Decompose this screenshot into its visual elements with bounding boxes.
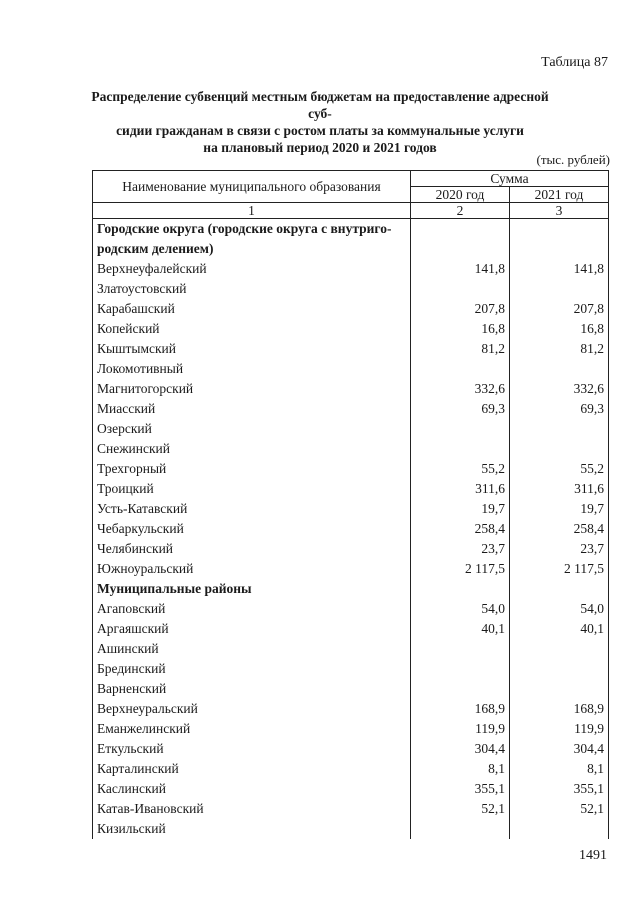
value-2021: 168,9 <box>510 699 609 719</box>
section-row <box>93 239 609 259</box>
header-year-2020: 2020 год <box>411 187 510 203</box>
value-2021: 119,9 <box>510 719 609 739</box>
value-2020 <box>411 579 510 599</box>
subvention-table <box>92 170 609 839</box>
table-row <box>93 499 609 519</box>
units-label: (тыс. рублей) <box>536 152 610 167</box>
table-row <box>93 679 609 699</box>
table-row <box>93 559 609 579</box>
table-row <box>93 319 609 339</box>
table-row <box>93 259 609 279</box>
municipality-name: Усть-Катавский <box>93 499 411 519</box>
value-2020: 355,1 <box>411 779 510 799</box>
value-2021: 304,4 <box>510 739 609 759</box>
value-2020: 168,9 <box>411 699 510 719</box>
value-2021 <box>510 579 609 599</box>
table-row <box>93 339 609 359</box>
value-2021: 2 117,5 <box>510 559 609 579</box>
table-body <box>93 219 609 840</box>
table-row <box>93 459 609 479</box>
value-2020 <box>411 659 510 679</box>
table-row <box>93 359 609 379</box>
value-2020: 52,1 <box>411 799 510 819</box>
value-2020: 2 117,5 <box>411 559 510 579</box>
value-2020 <box>411 359 510 379</box>
value-2021: 355,1 <box>510 779 609 799</box>
table-row <box>93 639 609 659</box>
municipality-name: Миасский <box>93 399 411 419</box>
table-row <box>93 379 609 399</box>
value-2021: 8,1 <box>510 759 609 779</box>
table-row <box>93 599 609 619</box>
municipality-name: Златоустовский <box>93 279 411 299</box>
municipality-name: Еткульский <box>93 739 411 759</box>
header-name: Наименование муниципального образования <box>93 171 411 203</box>
value-2020: 8,1 <box>411 759 510 779</box>
value-2021 <box>510 279 609 299</box>
value-2020: 304,4 <box>411 739 510 759</box>
municipality-name: Озерский <box>93 419 411 439</box>
value-2021: 40,1 <box>510 619 609 639</box>
table-row <box>93 279 609 299</box>
value-2020 <box>411 639 510 659</box>
section-row <box>93 579 609 599</box>
value-2021 <box>510 819 609 839</box>
table-row <box>93 699 609 719</box>
municipality-name: Аргаяшский <box>93 619 411 639</box>
section-name: Городские округа (городские округа с внутриго- <box>93 219 411 240</box>
table-row <box>93 419 609 439</box>
municipality-name: Локомотивный <box>93 359 411 379</box>
table-row <box>93 719 609 739</box>
value-2021: 81,2 <box>510 339 609 359</box>
title-line: сидии гражданам в связи с ростом платы за коммунальные услуги <box>116 123 524 138</box>
municipality-name: Ашинский <box>93 639 411 659</box>
municipality-name: Кизильский <box>93 819 411 839</box>
value-2021 <box>510 419 609 439</box>
value-2020: 119,9 <box>411 719 510 739</box>
table-row <box>93 299 609 319</box>
table-row <box>93 519 609 539</box>
value-2021: 16,8 <box>510 319 609 339</box>
value-2020: 258,4 <box>411 519 510 539</box>
municipality-name: Челябинский <box>93 539 411 559</box>
municipality-name: Снежинский <box>93 439 411 459</box>
value-2021: 311,6 <box>510 479 609 499</box>
table-row <box>93 399 609 419</box>
table-row <box>93 539 609 559</box>
value-2021: 23,7 <box>510 539 609 559</box>
municipality-name: Брединский <box>93 659 411 679</box>
table-row <box>93 759 609 779</box>
municipality-name: Трехгорный <box>93 459 411 479</box>
value-2021 <box>510 219 609 240</box>
value-2020: 69,3 <box>411 399 510 419</box>
value-2020 <box>411 419 510 439</box>
value-2020: 16,8 <box>411 319 510 339</box>
table-row <box>93 799 609 819</box>
value-2020 <box>411 679 510 699</box>
table-row <box>93 819 609 839</box>
title-line: на плановый период 2020 и 2021 годов <box>203 140 437 155</box>
value-2020 <box>411 819 510 839</box>
value-2021: 52,1 <box>510 799 609 819</box>
page-number: 1491 <box>579 848 607 863</box>
value-2021: 69,3 <box>510 399 609 419</box>
value-2021: 141,8 <box>510 259 609 279</box>
document-title <box>80 88 560 156</box>
value-2020 <box>411 239 510 259</box>
value-2020 <box>411 439 510 459</box>
municipality-name: Варненский <box>93 679 411 699</box>
value-2021 <box>510 639 609 659</box>
municipality-name: Карталинский <box>93 759 411 779</box>
value-2021: 332,6 <box>510 379 609 399</box>
municipality-name: Верхнеуфалейский <box>93 259 411 279</box>
value-2021: 19,7 <box>510 499 609 519</box>
value-2020: 40,1 <box>411 619 510 639</box>
column-number: 3 <box>510 203 609 219</box>
value-2021: 207,8 <box>510 299 609 319</box>
value-2021 <box>510 359 609 379</box>
value-2021 <box>510 659 609 679</box>
value-2021: 54,0 <box>510 599 609 619</box>
municipality-name: Южноуральский <box>93 559 411 579</box>
municipality-name: Верхнеуральский <box>93 699 411 719</box>
table-row <box>93 659 609 679</box>
section-name: родским делением) <box>93 239 411 259</box>
municipality-name: Каслинский <box>93 779 411 799</box>
header-sum: Сумма <box>411 171 609 187</box>
value-2021: 55,2 <box>510 459 609 479</box>
value-2020: 141,8 <box>411 259 510 279</box>
value-2020: 55,2 <box>411 459 510 479</box>
table-row <box>93 619 609 639</box>
header-year-2021: 2021 год <box>510 187 609 203</box>
municipality-name: Катав-Ивановский <box>93 799 411 819</box>
value-2020 <box>411 279 510 299</box>
value-2020: 19,7 <box>411 499 510 519</box>
title-line: Распределение субвенций местным бюджетам на предоставление адресной суб- <box>91 89 549 121</box>
column-number: 1 <box>93 203 411 219</box>
value-2020: 81,2 <box>411 339 510 359</box>
value-2021: 258,4 <box>510 519 609 539</box>
value-2020: 332,6 <box>411 379 510 399</box>
value-2020: 311,6 <box>411 479 510 499</box>
municipality-name: Магнитогорский <box>93 379 411 399</box>
value-2020: 207,8 <box>411 299 510 319</box>
table-row <box>93 439 609 459</box>
value-2021 <box>510 239 609 259</box>
value-2020 <box>411 219 510 240</box>
section-name: Муниципальные районы <box>93 579 411 599</box>
municipality-name: Карабашский <box>93 299 411 319</box>
municipality-name: Чебаркульский <box>93 519 411 539</box>
municipality-name: Копейский <box>93 319 411 339</box>
value-2021 <box>510 679 609 699</box>
municipality-name: Троицкий <box>93 479 411 499</box>
table-row <box>93 779 609 799</box>
municipality-name: Еманжелинский <box>93 719 411 739</box>
value-2020: 54,0 <box>411 599 510 619</box>
municipality-name: Кыштымский <box>93 339 411 359</box>
value-2020: 23,7 <box>411 539 510 559</box>
column-number: 2 <box>411 203 510 219</box>
value-2021 <box>510 439 609 459</box>
municipality-name: Агаповский <box>93 599 411 619</box>
section-row <box>93 219 609 240</box>
table-label: Таблица 87 <box>541 55 608 70</box>
table-row <box>93 479 609 499</box>
table-row <box>93 739 609 759</box>
